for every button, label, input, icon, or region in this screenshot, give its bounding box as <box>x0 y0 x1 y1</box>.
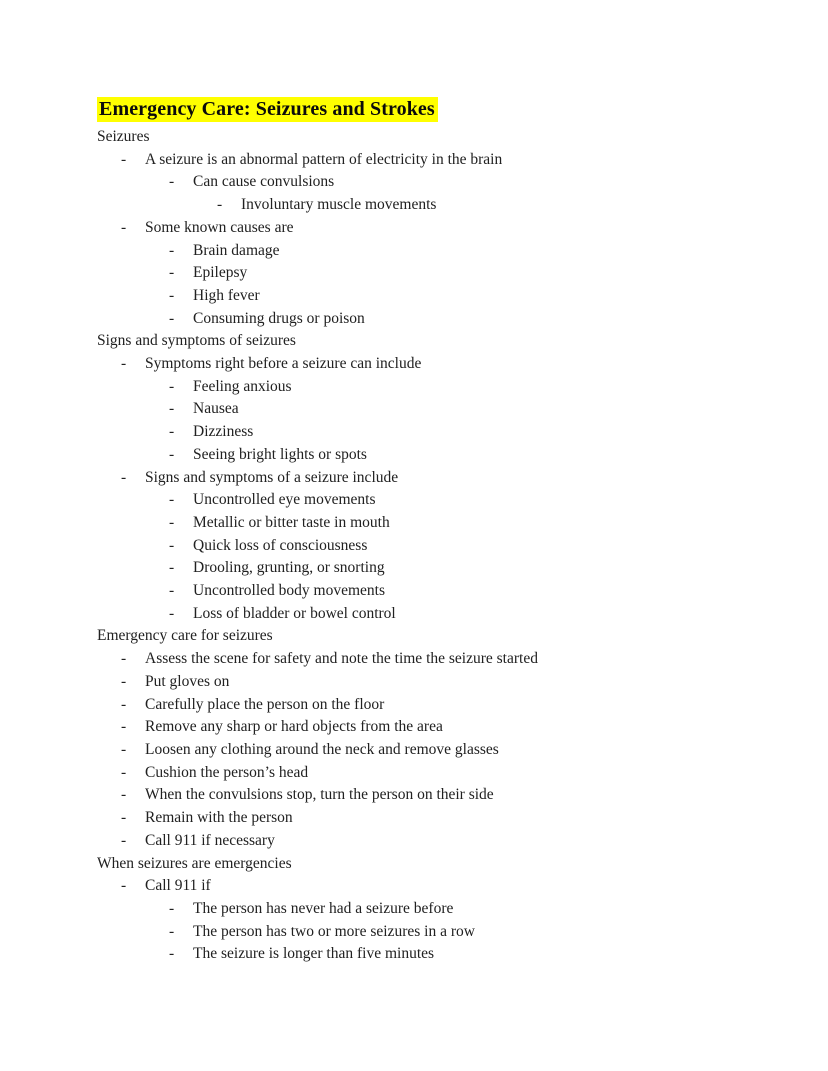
bullet-dash: - <box>121 877 127 895</box>
bullet-dash: - <box>169 241 175 259</box>
bullet-dash: - <box>169 899 175 917</box>
line-text: Some known causes are <box>145 218 294 236</box>
bullet-dash: - <box>169 445 175 463</box>
line-text: A seizure is an abnormal pattern of electricity in the brain <box>145 150 503 168</box>
bullet-dash: - <box>169 309 175 327</box>
document-title: Emergency Care: Seizures and Strokes <box>97 97 438 122</box>
bullet-dash: - <box>121 650 127 668</box>
line-text: The person has two or more seizures in a row <box>193 922 475 940</box>
list-item <box>97 444 777 467</box>
section-heading <box>97 330 777 353</box>
doc-list <box>97 126 777 966</box>
line-text: The seizure is longer than five minutes <box>193 945 435 963</box>
list-item <box>97 875 777 898</box>
line-text: Feeling anxious <box>193 377 292 395</box>
list-item <box>97 535 777 558</box>
line-text: Signs and symptoms of a seizure include <box>145 468 399 486</box>
bullet-dash: - <box>169 264 175 282</box>
bullet-dash: - <box>121 355 127 373</box>
line-text: Dizziness <box>193 423 254 441</box>
list-item <box>97 171 777 194</box>
list-item <box>97 603 777 626</box>
line-text: Signs and symptoms of seizures <box>97 332 296 350</box>
line-text: Call 911 if necessary <box>145 831 275 849</box>
bullet-dash: - <box>217 196 223 214</box>
list-item <box>97 762 777 785</box>
line-text: Cushion the person’s head <box>145 763 309 781</box>
title-row <box>97 96 777 124</box>
line-text: The person has never had a seizure before <box>193 899 454 917</box>
line-text: High fever <box>193 286 260 304</box>
section-heading <box>97 126 777 149</box>
line-text: Can cause convulsions <box>193 173 335 191</box>
list-item <box>97 421 777 444</box>
list-item <box>97 467 777 490</box>
list-item <box>97 648 777 671</box>
line-text: Drooling, grunting, or snorting <box>193 559 385 577</box>
list-item <box>97 376 777 399</box>
line-text: Emergency care for seizures <box>97 627 273 645</box>
line-text: Remove any sharp or hard objects from the area <box>145 718 443 736</box>
line-text: Quick loss of consciousness <box>193 536 368 554</box>
bullet-dash: - <box>169 491 175 509</box>
section-heading <box>97 853 777 876</box>
line-text: Loss of bladder or bowel control <box>193 604 396 622</box>
bullet-dash: - <box>121 786 127 804</box>
bullet-dash: - <box>169 945 175 963</box>
bullet-dash: - <box>121 695 127 713</box>
list-item <box>97 194 777 217</box>
bullet-dash: - <box>169 604 175 622</box>
bullet-dash: - <box>121 672 127 690</box>
bullet-dash: - <box>121 718 127 736</box>
list-item <box>97 580 777 603</box>
line-text: Loosen any clothing around the neck and remove glasses <box>145 740 499 758</box>
bullet-dash: - <box>121 218 127 236</box>
line-text: Assess the scene for safety and note the time the seizure started <box>145 650 538 668</box>
line-text: Remain with the person <box>145 809 293 827</box>
line-text: Nausea <box>193 400 239 418</box>
list-item <box>97 240 777 263</box>
line-text: Call 911 if <box>145 877 211 895</box>
list-item <box>97 807 777 830</box>
line-text: Brain damage <box>193 241 280 259</box>
list-item <box>97 943 777 966</box>
list-item <box>97 489 777 512</box>
line-text: When seizures are emergencies <box>97 854 292 872</box>
list-item <box>97 398 777 421</box>
bullet-dash: - <box>169 536 175 554</box>
bullet-dash: - <box>169 423 175 441</box>
bullet-dash: - <box>169 922 175 940</box>
line-text: Seizures <box>97 128 150 145</box>
line-text: Epilepsy <box>193 264 248 282</box>
bullet-dash: - <box>169 286 175 304</box>
line-text: Metallic or bitter taste in mouth <box>193 513 390 531</box>
bullet-dash: - <box>121 468 127 486</box>
list-item <box>97 921 777 944</box>
list-item <box>97 262 777 285</box>
line-text: Uncontrolled eye movements <box>193 491 376 509</box>
bullet-dash: - <box>169 377 175 395</box>
list-item <box>97 898 777 921</box>
list-item <box>97 694 777 717</box>
bullet-dash: - <box>121 740 127 758</box>
bullet-dash: - <box>121 150 127 168</box>
bullet-dash: - <box>121 809 127 827</box>
bullet-dash: - <box>169 582 175 600</box>
bullet-dash: - <box>169 559 175 577</box>
section-heading <box>97 625 777 648</box>
list-item <box>97 308 777 331</box>
line-text: Consuming drugs or poison <box>193 309 365 327</box>
list-item <box>97 739 777 762</box>
list-item <box>97 784 777 807</box>
list-item <box>97 512 777 535</box>
bullet-dash: - <box>169 513 175 531</box>
line-text: Symptoms right before a seizure can include <box>145 355 422 373</box>
list-item <box>97 830 777 853</box>
bullet-dash: - <box>121 763 127 781</box>
line-text: When the convulsions stop, turn the person on their side <box>145 786 494 804</box>
list-item <box>97 353 777 376</box>
list-item <box>97 557 777 580</box>
list-item <box>97 671 777 694</box>
list-item <box>97 149 777 172</box>
line-text: Seeing bright lights or spots <box>193 445 367 463</box>
bullet-dash: - <box>121 831 127 849</box>
list-item <box>97 716 777 739</box>
line-text: Put gloves on <box>145 672 230 690</box>
list-item <box>97 285 777 308</box>
bullet-dash: - <box>169 173 175 191</box>
line-text: Carefully place the person on the floor <box>145 695 385 713</box>
line-text: Involuntary muscle movements <box>241 196 437 214</box>
document-content <box>97 96 777 966</box>
list-item <box>97 217 777 240</box>
bullet-dash: - <box>169 400 175 418</box>
line-text: Uncontrolled body movements <box>193 582 385 600</box>
